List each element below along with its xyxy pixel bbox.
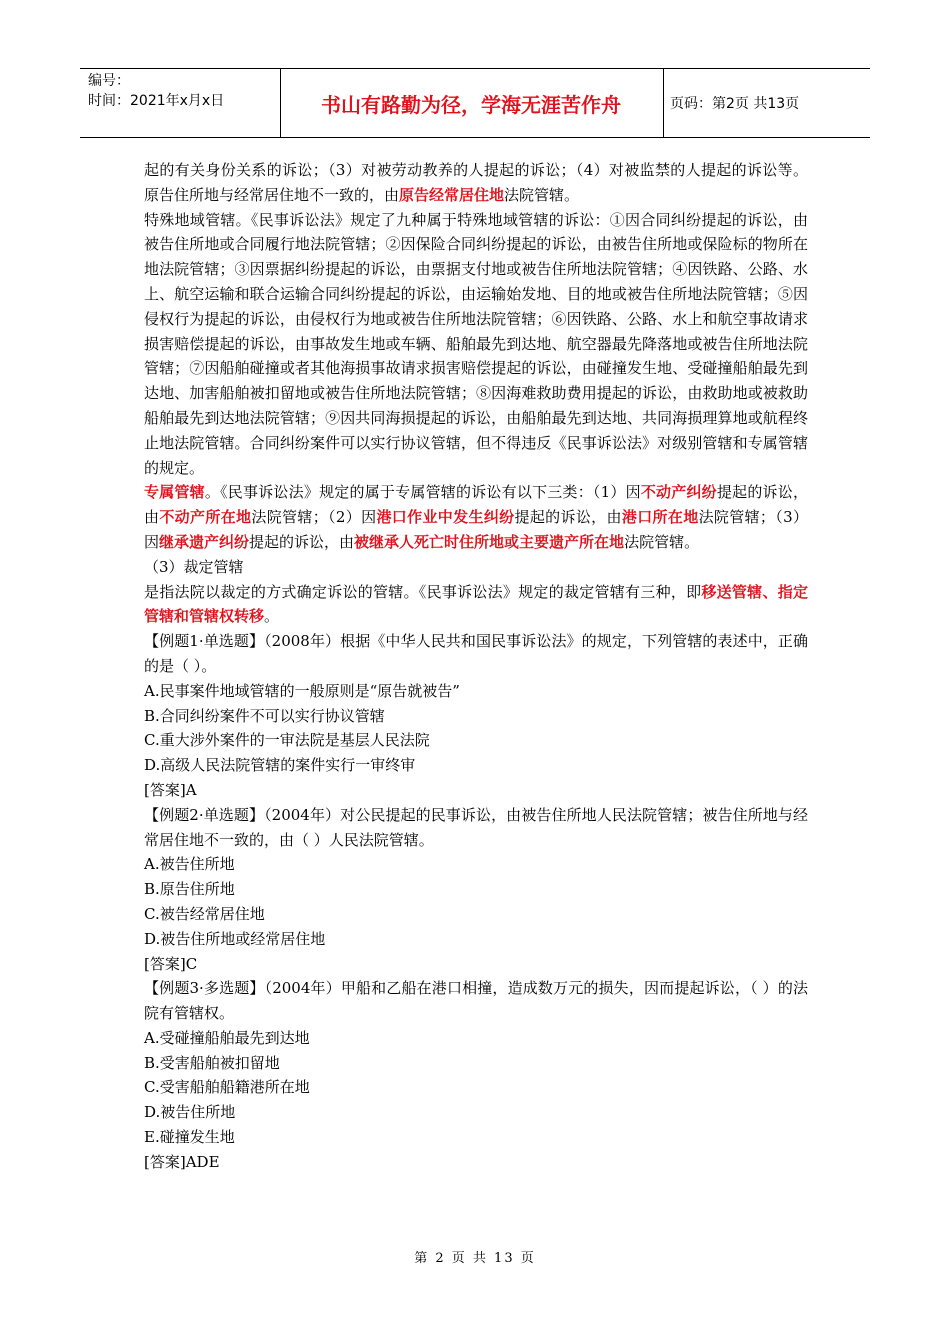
question-3-option: E.碰撞发生地 [144, 1128, 235, 1147]
section-heading: （3）裁定管辖 [144, 557, 244, 576]
question-1-title: 【例题1·单选题】（2008年）根据《中华人民共和国民事诉讼法》的规定，下列管辖的表述中，正确的是（ ）。 [144, 632, 808, 675]
question-2-option: C.被告经常居住地 [144, 904, 265, 923]
paragraph-text: 法院管辖；（3）因 [144, 508, 808, 551]
paragraph-ruling-jurisdiction [144, 580, 808, 630]
question-1-option: A.民事案件地域管辖的一般原则是“原告就被告” [144, 681, 460, 700]
question-3-option: C.受害船舶船籍港所在地 [144, 1078, 310, 1097]
paragraph-text: 。 [264, 607, 280, 626]
paragraph-special-jurisdiction: 特殊地域管辖。《民事诉讼法》规定了九种属于特殊地域管辖的诉讼：①因合同纠纷提起的诉讼，由被告住所地或合同履行地法院管辖；②因保险合同纠纷提起的诉讼，由被告住所地或保险标的物所在地法院管辖；③因票据纠纷提起的诉讼，由票据支付地或被告住所地法院管辖；④因铁路、公路、水上、航空运输和联合运输合同纠纷提起的诉讼，由运输始发地、目的地或被告住所地法院管辖；⑤因侵权行为提起的诉讼，由侵权行为地或被告住所地法院管辖；⑥因铁路、公路、水上和航空事故请求损害赔偿提起的诉讼，由事故发生地或车辆、船舶最先到达地、航空器最先降落地或被告住所地法院管辖；⑦因船舶碰撞或者其他海损事故请求损害赔偿提起的诉讼，由碰撞发生地、受碰撞船舶最先到达地、加害船舶被扣留地或被告住所地法院管辖；⑧因海难救助费用提起的诉讼，由救助地或被救助船舶最先到达地法院管辖；⑨因共同海损提起的诉讼，由船舶最先到达地、共同海损理算地或航程终止地法院管辖。合同纠纷案件可以实行协议管辖，但不得违反《民事诉讼法》对级别管辖和专属管辖的规定。 [144, 210, 808, 477]
paragraph-text: 提起的诉讼，由 [144, 483, 808, 527]
question-2-option: A.被告住所地 [144, 855, 235, 874]
highlight-text: 港口所在地 [621, 508, 699, 527]
question-1-option: D.高级人民法院管辖的案件实行一审终审 [144, 756, 416, 775]
question-2-answer: [答案]C [144, 954, 198, 973]
highlight-text: 原告经常居住地 [399, 185, 505, 204]
paragraph-text: 是指法院以裁定的方式确定诉讼的管辖。《民事诉讼法》规定的裁定管辖有三种，即 [144, 582, 702, 601]
paragraph-text: 起的有关身份关系的诉讼；（3）对被劳动教养的人提起的诉讼；（4）对被监禁的人提起的诉讼等。原告住所地与经常居住地不一致的，由 [144, 161, 808, 204]
paragraph-personal-status [144, 158, 808, 208]
paragraph-text: 法院管辖。 [624, 532, 700, 551]
question-1-answer: [答案]A [144, 780, 197, 799]
header-meta [80, 69, 280, 137]
highlight-text: 港口作业中发生纠纷 [376, 508, 515, 527]
page-footer: 第 2 页 共 13 页 [414, 1251, 536, 1266]
highlight-text: 移送管辖、指定管辖和管辖权转移 [144, 582, 808, 626]
paragraph-text: 提起的诉讼，由 [249, 532, 355, 551]
highlight-text: 不动产所在地 [159, 508, 252, 527]
question-3-title: 【例题3·多选题】（2004年）甲船和乙船在港口相撞，造成数万元的损失，因而提起诉讼，（ ）的法院有管辖权。 [144, 979, 808, 1023]
header-page-label: 页码：第2页 共13页 [670, 96, 800, 112]
question-2-option: D.被告住所地或经常居住地 [144, 929, 326, 948]
question-3-option: A.受碰撞船舶最先到达地 [144, 1028, 310, 1047]
highlight-text: 继承遗产纠纷 [159, 532, 250, 551]
question-1-option: C.重大涉外案件的一审法院是基层人民法院 [144, 731, 430, 750]
question-2-title: 【例题2·单选题】（2004年）对公民提起的民事诉讼，由被告住所地人民法院管辖；被告住所地与经常居住地不一致的，由（ ）人民法院管辖。 [144, 805, 808, 849]
paragraph-text: 。《民事诉讼法》规定的属于专属管辖的诉讼有以下三类：（1）因 [204, 483, 641, 502]
question-3-option: B.受害船舶被扣留地 [144, 1053, 280, 1072]
document-number-label: 编号： [88, 73, 130, 89]
document-date-label: 时间：2021年x月x日 [88, 93, 225, 109]
header-motto: 书山有路勤为径，学海无涯苦作舟 [321, 92, 621, 117]
highlight-text: 不动产纠纷 [640, 483, 717, 502]
highlight-text: 被继承人死亡时住所地或主要遗产所在地 [354, 532, 625, 551]
paragraph-text: 提起的诉讼，由 [514, 508, 622, 527]
question-1-option: B.合同纠纷案件不可以实行协议管辖 [144, 706, 385, 725]
question-2-option: B.原告住所地 [144, 880, 235, 899]
paragraph-text: 法院管辖。 [504, 185, 580, 204]
paragraph-text: 法院管辖；（2）因 [251, 508, 377, 527]
page-header [80, 68, 870, 138]
document-body [144, 158, 808, 1175]
question-3-option: D.被告住所地 [144, 1103, 236, 1122]
highlight-text: 专属管辖 [144, 483, 205, 502]
question-3-answer: [答案]ADE [144, 1152, 220, 1171]
paragraph-exclusive-jurisdiction [144, 480, 808, 554]
